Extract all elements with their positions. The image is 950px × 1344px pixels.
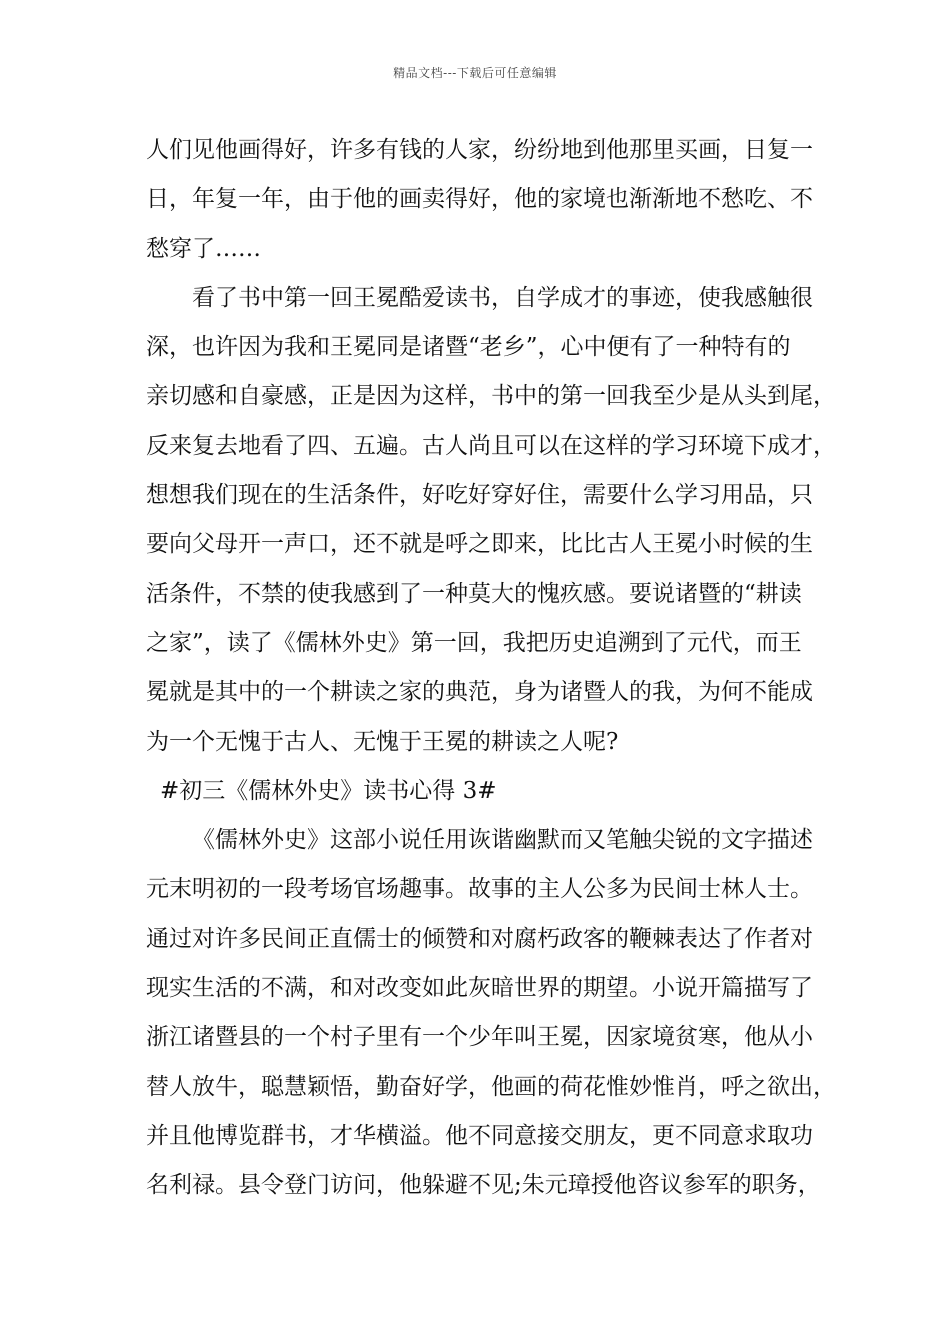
text-line: 替人放牛，聪慧颖悟，勤奋好学，他画的荷花惟妙惟肖，呼之欲出， — [146, 1073, 836, 1100]
text-line: 为一个无愧于古人、无愧于王冕的耕读之人呢? — [146, 728, 619, 755]
page-header: 精品文档---下载后可任意编辑 — [393, 66, 557, 80]
text-line: 想想我们现在的生活条件，好吃好穿好住，需要什么学习用品，只 — [146, 482, 813, 509]
text-line: 亲切感和自豪感，正是因为这样，书中的第一回我至少是从头到尾， — [146, 383, 836, 410]
body-text — [146, 126, 836, 1211]
text-line: 反来复去地看了四、五遍。古人尚且可以在这样的学习环境下成才， — [146, 432, 836, 459]
text-line: 活条件，不禁的使我感到了一种莫大的愧疚感。要说诸暨的“耕读 — [146, 580, 802, 607]
text-line: 并且他博览群书，才华横溢。他不同意接交朋友，更不同意求取功 — [146, 1122, 813, 1149]
text-line: 元末明初的一段考场官场趣事。故事的主人公多为民间士林人士。 — [146, 876, 813, 903]
text-line: 之家”，读了《儒林外史》第一回，我把历史追溯到了元代，而王 — [146, 629, 802, 656]
text-line: 冕就是其中的一个耕读之家的典范，身为诸暨人的我，为何不能成 — [146, 679, 813, 706]
text-line: 人们见他画得好，许多有钱的人家，纷纷地到他那里买画，日复一 — [146, 137, 813, 163]
text-line: 名利禄。县令登门访问，他躲避不见;朱元璋授他咨议参军的职务， — [146, 1172, 821, 1199]
text-line: 深，也许因为我和王冕同是诸暨“老乡”，心中便有了一种特有的 — [146, 334, 791, 361]
text-line: 日，年复一年，由于他的画卖得好，他的家境也渐渐地不愁吃、不 — [146, 186, 813, 213]
section-heading: #初三《儒林外史》读书心得 3# — [160, 777, 497, 804]
text-line: 《儒林外史》这部小说任用诙谐幽默而又笔触尖锐的文字描述 — [192, 827, 813, 854]
text-line: 通过对许多民间正直儒士的倾赞和对腐朽政客的鞭棘表达了作者对 — [146, 925, 813, 952]
text-line: 现实生活的不满，和对改变如此灰暗世界的期望。小说开篇描写了 — [146, 975, 813, 1002]
text-line: 看了书中第一回王冕酷爱读书，自学成才的事迹，使我感触很 — [192, 284, 813, 311]
text-line: 愁穿了…… — [146, 235, 261, 262]
text-line: 要向父母开一声口，还不就是呼之即来，比比古人王冕小时候的生 — [146, 531, 813, 558]
text-line: 浙江诸暨县的一个村子里有一个少年叫王冕，因家境贫寒，他从小 — [146, 1024, 813, 1051]
